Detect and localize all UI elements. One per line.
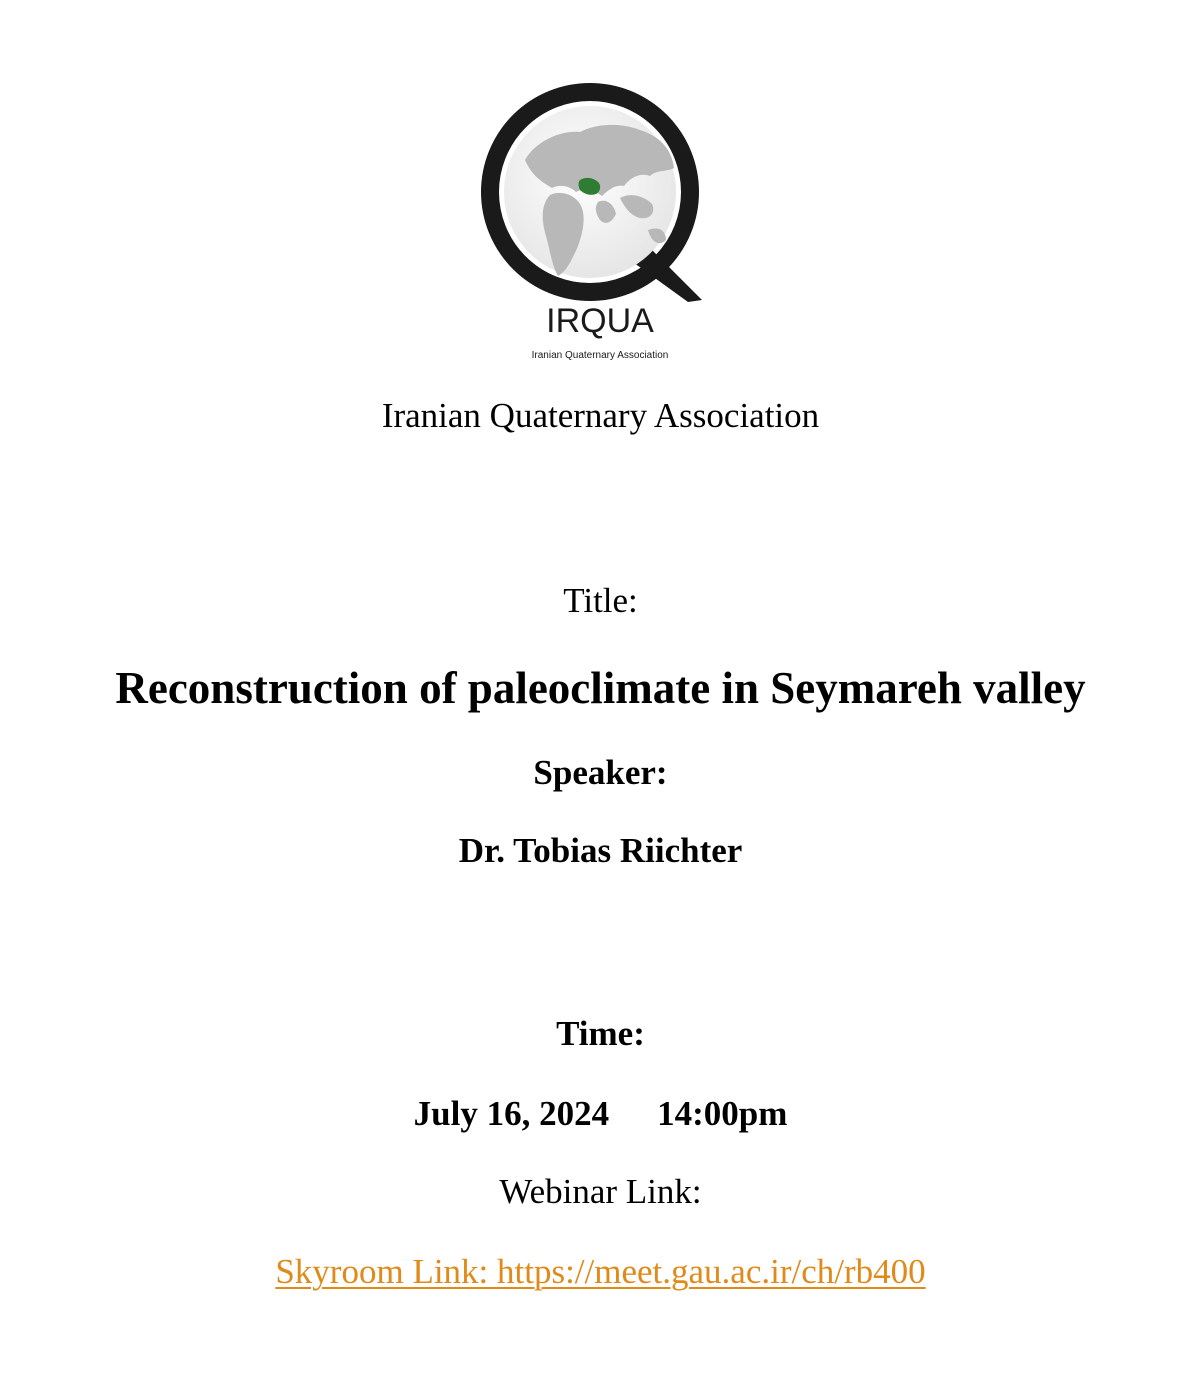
title-label: Title: xyxy=(563,581,638,620)
irqua-logo xyxy=(480,80,720,365)
skyroom-link-row xyxy=(0,1252,1201,1292)
event-date: July 16, 2024 xyxy=(413,1094,610,1133)
time-label: Time: xyxy=(556,1014,645,1053)
organization-name: Iranian Quaternary Association xyxy=(381,396,820,435)
logo-wordmark: IRQUA xyxy=(546,302,654,340)
logo-tagline: Iranian Quaternary Association xyxy=(531,350,669,361)
event-time: 14:00pm xyxy=(657,1094,788,1133)
speaker-name: Dr. Tobias Riichter xyxy=(458,831,743,870)
speaker-label: Speaker: xyxy=(533,753,668,792)
skyroom-link[interactable]: Skyroom Link: https://meet.gau.ac.ir/ch/rb400 xyxy=(275,1252,926,1291)
webinar-label: Webinar Link: xyxy=(499,1172,702,1211)
talk-title: Reconstruction of paleoclimate in Seymareh valley xyxy=(115,663,1086,713)
date-time xyxy=(0,1094,1201,1134)
